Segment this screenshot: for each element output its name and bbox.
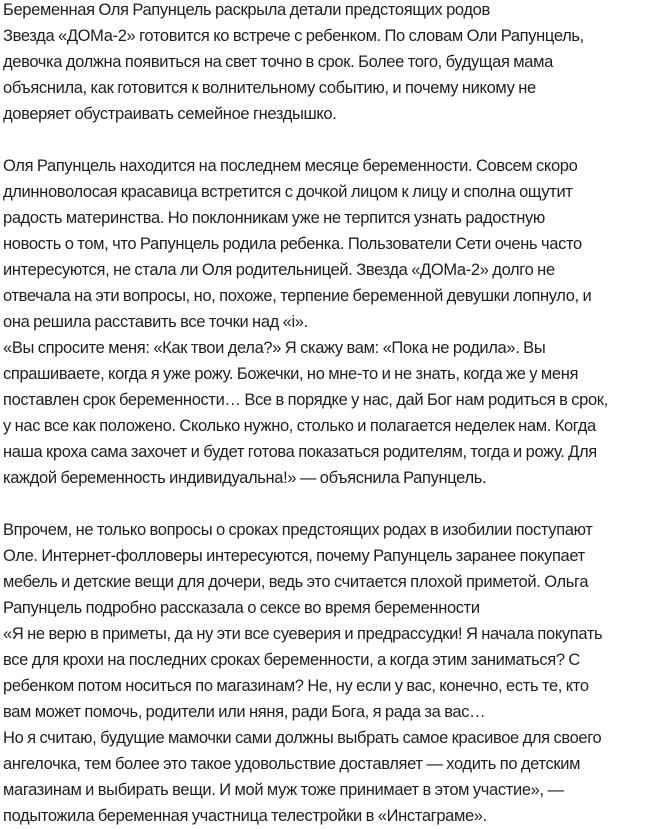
quote-line: «Вы спросите меня: «Как твои дела?» Я скажу вам: «Пока не родила». Вы — [3, 339, 546, 357]
paragraph-2 — [3, 153, 670, 491]
paragraph-line: она решила расставить все точки над «i». — [3, 313, 308, 331]
paragraph-line: длинноволосая красавица встретится с дочкой лицом к лицу и сполна ощутит — [3, 183, 573, 201]
quote-line: ангелочка, тем более это такое удовольствие доставляет — ходить по детским — [3, 755, 581, 773]
paragraph-line: доверяет обустраивать семейное гнездышко. — [3, 105, 337, 123]
paragraph-line: объяснила, как готовится к волнительному событию, и почему никому не — [3, 79, 536, 97]
paragraph-line: девочка должна появиться на свет точно в срок. Более того, будущая мама — [3, 53, 553, 71]
quote-line: поставлен срок беременности… Все в порядке у нас, дай Бог нам родиться в срок, — [3, 391, 608, 409]
quote-line: Но я считаю, будущие мамочки сами должны выбрать самое красивое для своего — [3, 729, 602, 747]
paragraph-3 — [3, 517, 670, 829]
paragraph-spacer — [3, 491, 670, 517]
article-title: Беременная Оля Рапунцель раскрыла детали предстоящих родов — [3, 1, 490, 19]
quote-line: подытожила беременная участница телестройки в «Инстаграме». — [3, 807, 487, 825]
paragraph-line: радость материнства. Но поклонникам уже не терпится узнать радостную — [3, 209, 545, 227]
quote-line: ребенком потом носиться по магазинам? Не, ну если у вас, конечно, есть те, кто — [3, 677, 589, 695]
paragraph-spacer — [3, 127, 670, 153]
quote-line: «Я не верю в приметы, да ну эти все суеверия и предрассудки! Я начала покупать — [3, 625, 603, 643]
paragraph-line: отвечала на эти вопросы, но, похоже, терпение беременной девушки лопнуло, и — [3, 287, 592, 305]
paragraph-line: Впрочем, не только вопросы о сроках предстоящих родах в изобилии поступают — [3, 521, 593, 539]
quote-line: все для крохи на последних сроках беременности, а когда этим заниматься? С — [3, 651, 580, 669]
paragraph-line: новость о том, что Рапунцель родила ребенка. Пользователи Сети очень часто — [3, 235, 582, 253]
paragraph-line: интересуются, не стала ли Оля родительницей. Звезда «ДОМа-2» долго не — [3, 261, 555, 279]
quote-line: спрашиваете, когда я уже рожу. Божечки, но мне-то и не знать, когда же у меня — [3, 365, 579, 383]
paragraph-line: Рапунцель подробно рассказала о сексе во время беременности — [3, 599, 480, 617]
quote-line: наша кроха сама захочет и будет готова показаться родителям, тогда и рожу. Для — [3, 443, 597, 461]
paragraph-line: Оле. Интернет-фолловеры интересуются, почему Рапунцель заранее покупает — [3, 547, 585, 565]
quote-line: вам может помочь, родители или няня, ради Бога, я рада за вас… — [3, 703, 486, 721]
paragraph-1 — [3, 23, 670, 127]
quote-line: у нас все как положено. Сколько нужно, столько и полагается неделек нам. Когда — [3, 417, 596, 435]
paragraph-line: Оля Рапунцель находится на последнем месяце беременности. Совсем скоро — [3, 157, 578, 175]
paragraph-line: Звезда «ДОМа-2» готовится ко встрече с ребенком. По словам Оли Рапунцель, — [3, 27, 584, 45]
quote-line: каждой беременность индивидуальна!» — объяснила Рапунцель. — [3, 469, 487, 487]
quote-line: магазинам и выбирать вещи. И мой муж тоже принимает в этом участие», — — [3, 781, 564, 799]
paragraph-line: мебель и детские вещи для дочери, ведь это считается плохой приметой. Ольга — [3, 573, 589, 591]
